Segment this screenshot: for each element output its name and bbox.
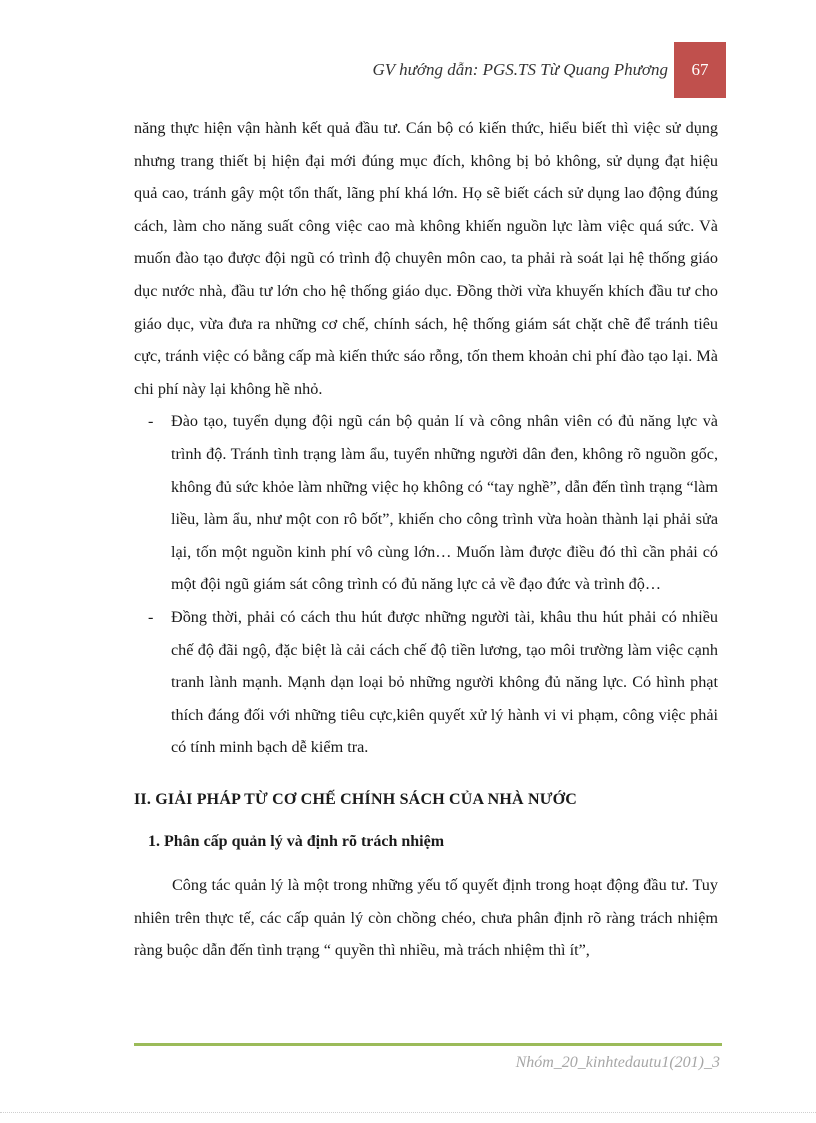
intro-paragraph: năng thực hiện vận hành kết quả đầu tư. Cán bộ có kiến thức, hiểu biết thì việc sử dụng nhưng trang thiết bị hiện đại mới đúng mục đích, không bị bỏ không, sử dụng đạt hiệu quả cao, tránh gây một tổn thất, lãng phí khá lớn. Họ sẽ biết cách sử dụng lao động đúng cách, làm cho năng suất công việc cao mà không khiến nguồn lực làm việc quá sức. Và muốn đào tạo được đội ngũ có trình độ chuyên môn cao, ta phải rà soát lại hệ thống giáo dục nước nhà, đầu tư lớn cho hệ thống giáo dục. Đồng thời vừa khuyến khích đầu tư cho giáo dục, vừa đưa ra những cơ chế, chính sách, hệ thống giám sát chặt chẽ để tránh tiêu cực, tránh việc có bằng cấp mà kiến thức sáo rỗng, tốn them khoản chi phí đào tạo lại. Mà chi phí này lại không hề nhỏ. [134,119,718,398]
sub-heading: 1. Phân cấp quản lý và định rõ trách nhiệm [148,833,445,851]
bullet-item [134,405,718,601]
closing-paragraph: Công tác quản lý là một trong những yếu tố quyết định trong hoạt động đầu tư. Tuy nhiên trên thực tế, các cấp quản lý còn chồng chéo, chưa phân định rõ ràng trách nhiệm ràng buộc dẫn đến tình trạng “ quyền thì nhiều, mà trách nhiệm thì ít”, [134,876,718,960]
header-title: GV hướng dẫn: PGS.TS Từ Quang Phương [372,60,668,79]
footer-text: Nhóm_20_kinhtedautu1(201)_3 [515,1054,720,1071]
bullet-list [134,405,718,764]
page-body [134,112,718,967]
bullet-text: Đồng thời, phải có cách thu hút được những người tài, khâu thu hút phải có nhiều chế độ đãi ngộ, đặc biệt là cải cách chế độ tiền lương, tạo môi trường làm việc cạnh tranh lành mạnh. Mạnh dạn loại bỏ những người không đủ năng lực. Có hình phạt thích đáng đối với những tiêu cực,kiên quyết xử lý hành vi vi phạm, công việc phải có tính minh bạch dễ kiểm tra. [171,607,718,757]
bullet-text: Đào tạo, tuyển dụng đội ngũ cán bộ quản lí và công nhân viên có đủ năng lực và trình độ. Tránh tình trạng làm ẩu, tuyển những người dân đen, không rõ nguồn gốc, không đủ sức khỏe làm những việc họ không có “tay nghề”, dẫn đến tình trạng “làm liều, làm ẩu, như một con rô bốt”, khiến cho công trình vừa hoàn thành lại phải sửa lại, tốn một nguồn kinh phí vô cùng lớn… Muốn làm được điều đó thì cần phải có một đội ngũ giám sát công trình có đủ năng lực cả về đạo đức và trình độ… [171,412,718,594]
bullet-item [134,601,718,764]
footer-rule [134,1043,722,1046]
section-heading: II. GIẢI PHÁP TỪ CƠ CHẾ CHÍNH SÁCH CỦA NHÀ NƯỚC [134,790,578,808]
bullet-marker: - [148,412,154,431]
bullet-marker: - [148,607,154,626]
page-number: 67 [674,42,726,98]
page-edge [0,1112,816,1113]
